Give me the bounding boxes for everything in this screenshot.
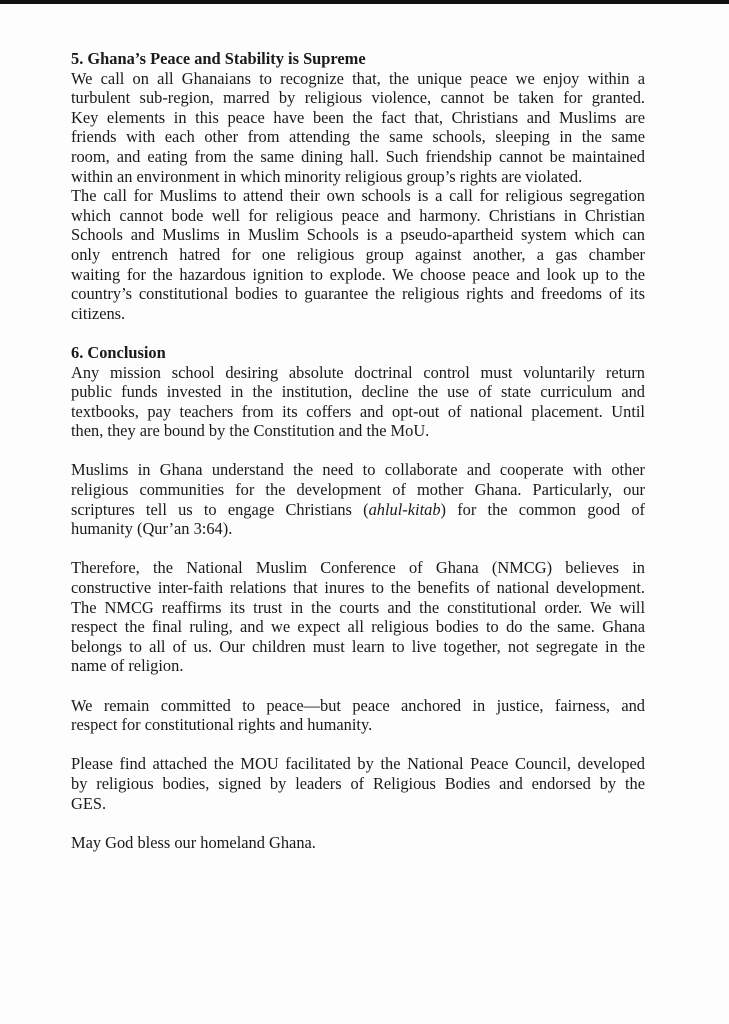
italic-term-ahlul-kitab: ahlul-kitab	[368, 499, 441, 519]
text-line-with-italic	[71, 500, 645, 520]
text-line: Therefore, the National Muslim Conference of Ghana (NMCG) believes in	[71, 558, 645, 578]
paragraph-gap	[71, 735, 645, 755]
section-6-paragraph-3	[71, 558, 645, 676]
section-6-paragraph-2	[71, 460, 645, 538]
text-line: name of religion.	[71, 656, 184, 676]
text-line: GES.	[71, 793, 107, 813]
section-5-heading: 5. Ghana’s Peace and Stability is Supreme	[71, 49, 366, 68]
text-span: scriptures tell us to engage Christians (	[71, 499, 369, 519]
section-5-paragraph-2	[71, 186, 645, 323]
text-line: Please find attached the MOU facilitated by the National Peace Council, developed	[71, 754, 645, 774]
text-line: We call on all Ghanaians to recognize that, the unique peace we enjoy within a	[71, 68, 645, 88]
text-line: waiting for the hazardous ignition to explode. We choose peace and look up to the	[71, 264, 645, 284]
text-line: respect for constitutional rights and humanity.	[71, 715, 373, 735]
text-line: Schools and Muslims in Muslim Schools is a pseudo-apartheid system which can	[71, 225, 645, 245]
paragraph-gap	[71, 676, 645, 696]
text-line: Key elements in this peace have been the fact that, Christians and Muslims are	[71, 107, 645, 127]
closing-blessing: May God bless our homeland Ghana.	[71, 832, 316, 852]
text-line: humanity (Qur’an 3:64).	[71, 519, 233, 539]
text-line: then, they are bound by the Constitution and the MoU.	[71, 421, 430, 441]
text-line: belongs to all of us. Our children must learn to live together, not segregate in the	[71, 636, 645, 656]
text-line: turbulent sub-region, marred by religious violence, cannot be taken for granted.	[71, 88, 645, 108]
text-line: within an environment in which minority religious group’s rights are violated.	[71, 166, 583, 186]
text-line: The NMCG reaffirms its trust in the courts and the constitutional order. We will	[71, 597, 645, 617]
text-line: which cannot bode well for religious peace and harmony. Christians in Christian	[71, 205, 645, 225]
section-6-paragraph-1	[71, 363, 645, 441]
text-line: friends with each other from attending the same schools, sleeping in the same	[71, 127, 645, 147]
top-border-bar	[0, 0, 729, 4]
text-line: Muslims in Ghana understand the need to collaborate and cooperate with other	[71, 460, 645, 480]
section-6-paragraph-4	[71, 696, 645, 735]
text-line: religious communities for the development of mother Ghana. Particularly, our	[71, 480, 645, 500]
section-5-paragraph-1	[71, 69, 645, 187]
paragraph-gap	[71, 323, 645, 343]
text-line: public funds invested in the institution, decline the use of state curriculum and	[71, 382, 645, 402]
text-line: textbooks, pay teachers from its coffers and opt-out of national placement. Until	[71, 401, 645, 421]
text-line: respect the final ruling, and we expect all religious bodies to do the same. Ghana	[71, 617, 645, 637]
text-line: country’s constitutional bodies to guarantee the religious rights and freedoms of its	[71, 284, 645, 304]
text-line: by religious bodies, signed by leaders of Religious Bodies and endorsed by the	[71, 773, 645, 793]
text-line: citizens.	[71, 303, 126, 323]
paragraph-gap	[71, 539, 645, 559]
text-line: The call for Muslims to attend their own schools is a call for religious segregation	[71, 186, 645, 206]
paragraph-gap	[71, 813, 645, 833]
text-span: ) for the common good of	[440, 499, 645, 519]
text-line: only entrench hatred for one religious group against another, a gas chamber	[71, 244, 645, 264]
paragraph-gap	[71, 441, 645, 461]
text-line: constructive inter-faith relations that inures to the benefits of national development.	[71, 578, 645, 598]
text-line: Any mission school desiring absolute doctrinal control must voluntarily return	[71, 362, 645, 382]
text-line: We remain committed to peace—but peace anchored in justice, fairness, and	[71, 695, 645, 715]
section-6-heading: 6. Conclusion	[71, 342, 166, 362]
text-line: room, and eating from the same dining hall. Such friendship cannot be maintained	[71, 146, 645, 166]
section-6-paragraph-5	[71, 754, 645, 813]
document-page	[71, 49, 645, 852]
